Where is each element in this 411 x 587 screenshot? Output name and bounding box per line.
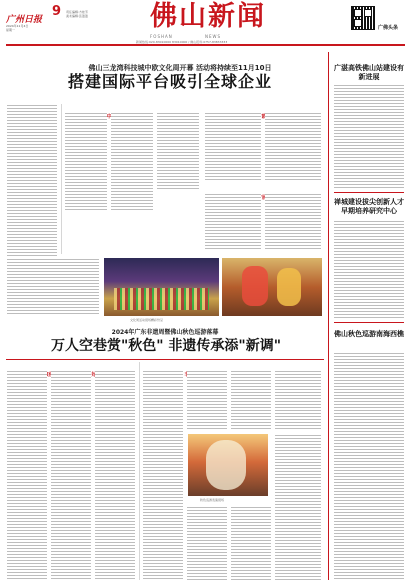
top-story-photo-left	[7, 258, 99, 316]
top-story-column-3	[157, 112, 199, 190]
right-story-1-text	[334, 84, 404, 188]
news-tip-line: 新闻热线:020-83010000 83010000 / 佛山报料:0757-83833333	[136, 40, 228, 44]
feature-column-8	[187, 506, 227, 580]
feature-column-6	[231, 370, 271, 430]
top-story-column-7	[265, 193, 321, 251]
top-story-column-5	[265, 112, 321, 182]
feature-column-4	[143, 370, 183, 580]
qr-code[interactable]	[352, 7, 374, 29]
top-story-column-1	[65, 112, 107, 210]
logo-text: 广州日报	[6, 15, 43, 25]
top-story-column-2	[111, 112, 153, 210]
right-story-3-text	[334, 352, 404, 580]
right-story-2-text	[334, 220, 404, 318]
feature-photo	[188, 434, 268, 496]
qr-caption: 广佛头条	[378, 25, 399, 31]
top-story-headline: 搭建国际平台吸引全球企业	[67, 72, 272, 91]
top-story-photo-main	[104, 258, 219, 316]
feature-column-5	[187, 370, 227, 430]
top-story-column-6	[205, 193, 261, 251]
right-headline-2: 禅城建设拔尖创新人才早期培养研究中心	[334, 198, 404, 215]
feature-column-9	[231, 506, 271, 580]
section-title-en: FOSHAN NEWS	[150, 34, 222, 39]
masthead	[0, 0, 411, 48]
feature-column-10	[275, 434, 321, 580]
newspaper-logo	[6, 7, 50, 25]
top-story-kicker: 佛山三龙湾科技城中欧文化周开幕 活动将持续至11月10日	[88, 64, 272, 72]
masthead-rule	[6, 44, 405, 46]
section-title: 佛山新闻	[150, 1, 266, 32]
feature-column-2	[51, 370, 91, 580]
top-story-intro-text	[7, 104, 57, 256]
feature-kicker: 2024年广东非遗周暨佛山秋色巡游落幕	[111, 329, 219, 336]
issue-date: 2024年11月4日 星期一	[6, 24, 29, 32]
page-number: 9	[52, 4, 62, 19]
feature-column-3	[95, 370, 135, 580]
feature-column-1	[7, 370, 47, 580]
feature-headline: 万人空巷赏"秋色" 非遗传承添"新调"	[50, 338, 282, 354]
top-story-photo-right	[222, 258, 322, 316]
editor-credits: 责任编辑:方桂芳 美术编辑:张盈盈	[66, 10, 89, 18]
top-story-column-4	[205, 112, 261, 182]
right-headline-3: 佛山秋色巡游南海西樵	[334, 330, 404, 338]
feature-column-7	[275, 370, 321, 430]
feature-photo-caption: 秋色巡游表演现场	[200, 498, 225, 502]
top-story-photo-caption: 文化周活动现场精彩纷呈	[130, 318, 164, 322]
right-headline-1: 广湛高铁佛山站建设有新进展	[334, 64, 404, 81]
